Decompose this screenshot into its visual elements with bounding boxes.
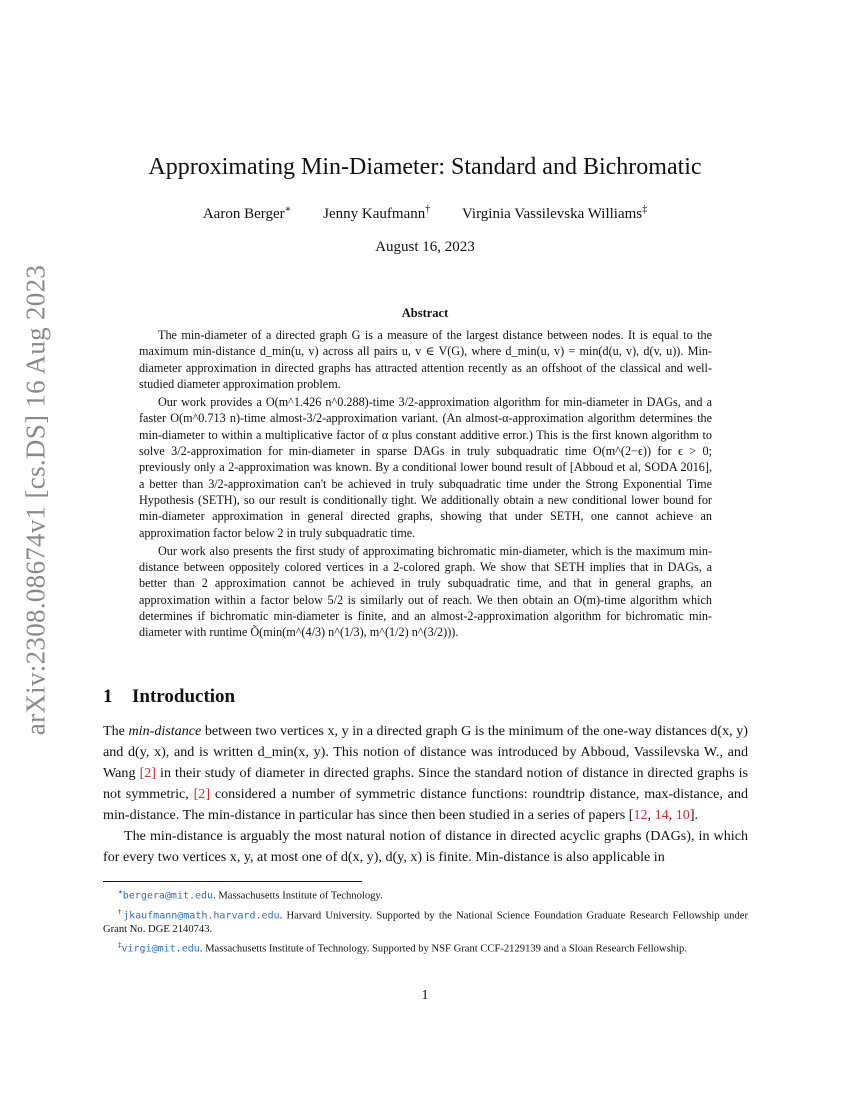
footnote-1: ∗bergera@mit.edu. Massachusetts Institute of Technology. (118, 888, 383, 902)
author-2: Jenny Kaufmann† (323, 204, 431, 222)
arxiv-identifier-text: arXiv:2308.08674v1 [cs.DS] 16 Aug 2023 (20, 264, 51, 736)
footnote-divider (103, 881, 362, 882)
citation-link[interactable]: 14 (654, 807, 669, 823)
abstract-paragraph-1: The min-diameter of a directed graph G is a measure of the largest distance between nodes. It is equal to the maximum min-distance d_min(u, v) across all pairs u, v ∈ V(G), where d_min(u, v) = min(d(u, v), d(v, u)). Min-diameter approximation in directed graphs has attracted attention recently as an offshoot of the classical and well-studied diameter approximation problem. (139, 328, 712, 391)
abstract-paragraph-2: Our work provides a O(m^1.426 n^0.288)-time 3/2-approximation algorithm for min-diameter in DAGs, and a faster O(m^0.713 n)-time almost-3/2-approximation variant. (An almost-α-approximation algorithm determines the min-diameter to within a multiplicative factor of α plus constant additive error.) This is the first known algorithm to solve 3/2-approximation for min-diameter in sparse DAGs in truly subquadratic time O(m^(2−ϵ)) for ϵ > 0; previously only a 2-approximation was known. By a conditional lower bound result of [Abboud et al, SODA 2016], a better than 3/2-approximation can't be achieved in truly subquadratic time under the Strong Exponential Time Hypothesis (SETH), so our result is conditionally tight. We additionally obtain a new conditional lower bound for min-diameter approximation in general directed graphs, showing that under SETH, one cannot achieve an approximation factor below 2 in truly subquadratic time. (139, 395, 712, 540)
author-3-footnote-mark[interactable]: ‡ (642, 204, 648, 215)
footnote-2: †jkaufmann@math.harvard.edu. Harvard University. Supported by the National Science Foundation Graduate Research Fellowship under Grant No. DGE 2140743. (103, 907, 748, 936)
citation-link[interactable]: [2] (139, 765, 156, 781)
author-3: Virginia Vassilevska Williams‡ (461, 204, 648, 222)
email-link[interactable]: virgi@mit.edu (121, 943, 200, 955)
author-1-footnote-mark[interactable]: ∗ (284, 204, 292, 215)
footnotes (103, 885, 748, 958)
footnote-3: ‡virgi@mit.edu. Massachusetts Institute of Technology. Supported by NSF Grant CCF-2129139 and a Sloan Research Fellowship. (118, 941, 687, 955)
intro-paragraph-1: The min-distance between two vertices x, y in a directed graph G is the minimum of the one-way distances d(x, y) and d(y, x), and is written d_min(x, y). This notion of distance was introduced by Abboud, Vassilevska W., and Wang [2] in their study of diameter in directed graphs. Since the standard notion of distance in directed graphs is not symmetric, [2] considered a number of symmetric distance functions: roundtrip distance, max-distance, and min-distance. The min-distance in particular has since then been studied in a series of papers [12, 14, 10]. (103, 723, 748, 823)
citation-link[interactable]: [2] (193, 786, 211, 802)
section-heading-introduction (103, 686, 235, 708)
paper-title: Approximating Min-Diameter: Standard and Bichromatic (148, 154, 702, 180)
email-link[interactable]: jkaufmann@math.harvard.edu (123, 910, 280, 922)
section-title: Introduction (132, 686, 236, 707)
abstract-body (139, 327, 712, 643)
introduction-body (103, 721, 748, 868)
citation-link[interactable]: 10 (675, 807, 690, 823)
section-number: 1 (103, 686, 113, 707)
email-link[interactable]: bergera@mit.edu (122, 890, 214, 902)
author-list (0, 204, 850, 223)
author-1: Aaron Berger∗ (202, 204, 292, 222)
intro-paragraph-2: The min-distance is arguably the most natural notion of distance in directed acyclic graphs (DAGs), in which for every two vertices x, y, at most one of d(x, y), d(y, x) is finite. Min-distance is also applicable in (103, 828, 748, 865)
publication-date: August 16, 2023 (375, 239, 475, 255)
citation-link[interactable]: 12 (633, 807, 648, 823)
abstract-heading: Abstract (401, 306, 449, 320)
arxiv-identifier-stamp (16, 264, 56, 736)
page-number: 1 (421, 988, 429, 1003)
author-2-footnote-mark[interactable]: † (425, 204, 431, 215)
abstract-paragraph-3: Our work also presents the first study of approximating bichromatic min-diameter, which is the maximum min-distance between oppositely colored vertices in a 2-colored graph. We show that SETH implies that in DAGs, a better than 2 approximation cannot be achieved in truly subquadratic time, and that in general graphs, an approximation within a factor below 5/2 is similarly out of reach. We then obtain an O(m)-time algorithm which determines if bichromatic min-diameter is finite, and an almost-2-approximation algorithm for bichromatic min-diameter with runtime Õ(min(m^(4/3) n^(1/3), m^(1/2) n^(3/2))). (139, 543, 712, 640)
